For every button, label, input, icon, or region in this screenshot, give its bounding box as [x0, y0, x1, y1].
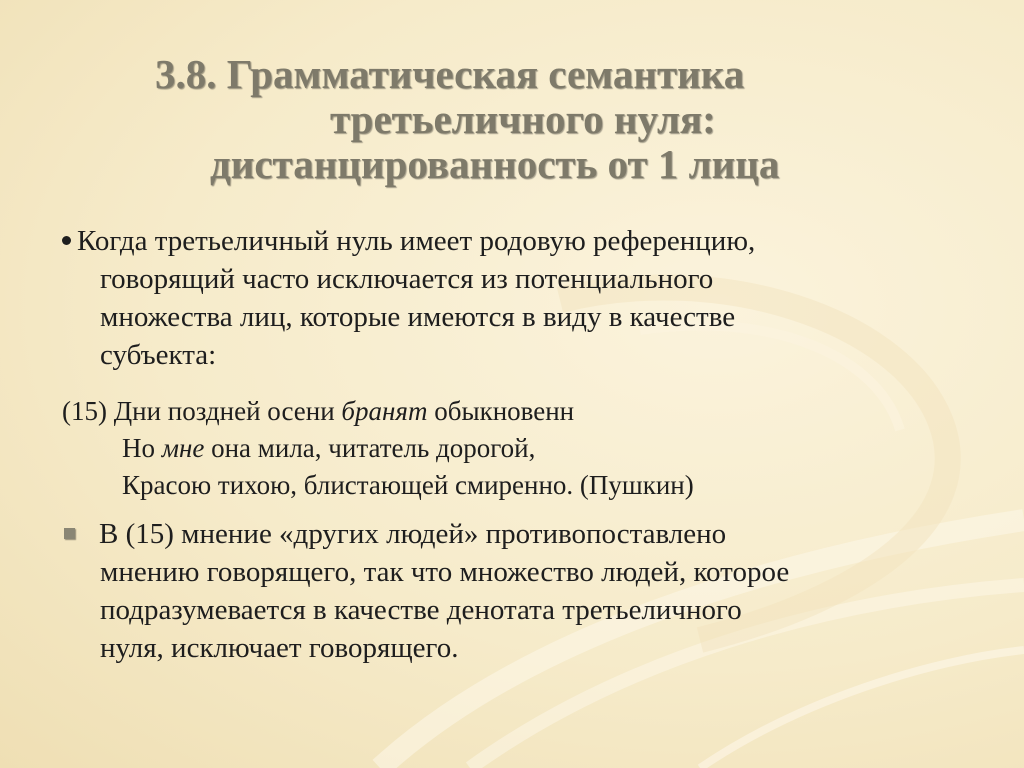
- example-line-2-italic: мне: [161, 433, 205, 463]
- bullet-paragraph-2: [62, 515, 1002, 667]
- example-line-2-suffix: она мила, читатель дорогой,: [204, 433, 536, 463]
- example-line-1-suffix: обыкновенн: [427, 396, 575, 426]
- title-line-1: 3.8. Грамматическая семантика: [155, 51, 745, 97]
- bullet-1-line-4: субъекта:: [100, 339, 217, 371]
- example-line-1: [62, 393, 694, 430]
- bullet-2-line-4: нуля, исключает говорящего.: [100, 632, 459, 664]
- bullet-1-line-1: Когда третьеличный нуль имеет родовую референцию,: [77, 225, 756, 257]
- bullet-2-line-2: мнению говорящего, так что множество людей, которое: [100, 556, 790, 588]
- bullet-2-first-line: [62, 515, 1002, 553]
- title-line-2: третьеличного нуля:: [330, 96, 716, 142]
- example-line-1-prefix: (15) Дни поздней осени: [62, 396, 342, 426]
- bullet-1-line-3: множества лиц, которые имеются в виду в качестве: [100, 301, 736, 333]
- example-quote: [62, 393, 694, 504]
- bullet-1-first-line: [62, 222, 962, 260]
- example-line-2-prefix: Но: [122, 433, 162, 463]
- bullet-2-line-1: В (15) мнение «других людей» противопоставлено: [99, 518, 727, 550]
- example-line-3: Красою тихою, блистающей смиренно. (Пушкин): [122, 470, 694, 500]
- example-line-2: [62, 430, 694, 467]
- title-line-3: дистанцированность от 1 лица: [210, 141, 780, 187]
- bullet-2-line-3: подразумевается в качестве денотата третьеличного: [100, 594, 742, 626]
- bullet-paragraph-1: [62, 222, 962, 374]
- bullet-1-line-2: говорящий часто исключается из потенциального: [100, 263, 714, 295]
- round-bullet-icon: [62, 236, 71, 245]
- square-bullet-icon: [64, 528, 75, 539]
- example-line-1-italic: бранят: [341, 396, 428, 426]
